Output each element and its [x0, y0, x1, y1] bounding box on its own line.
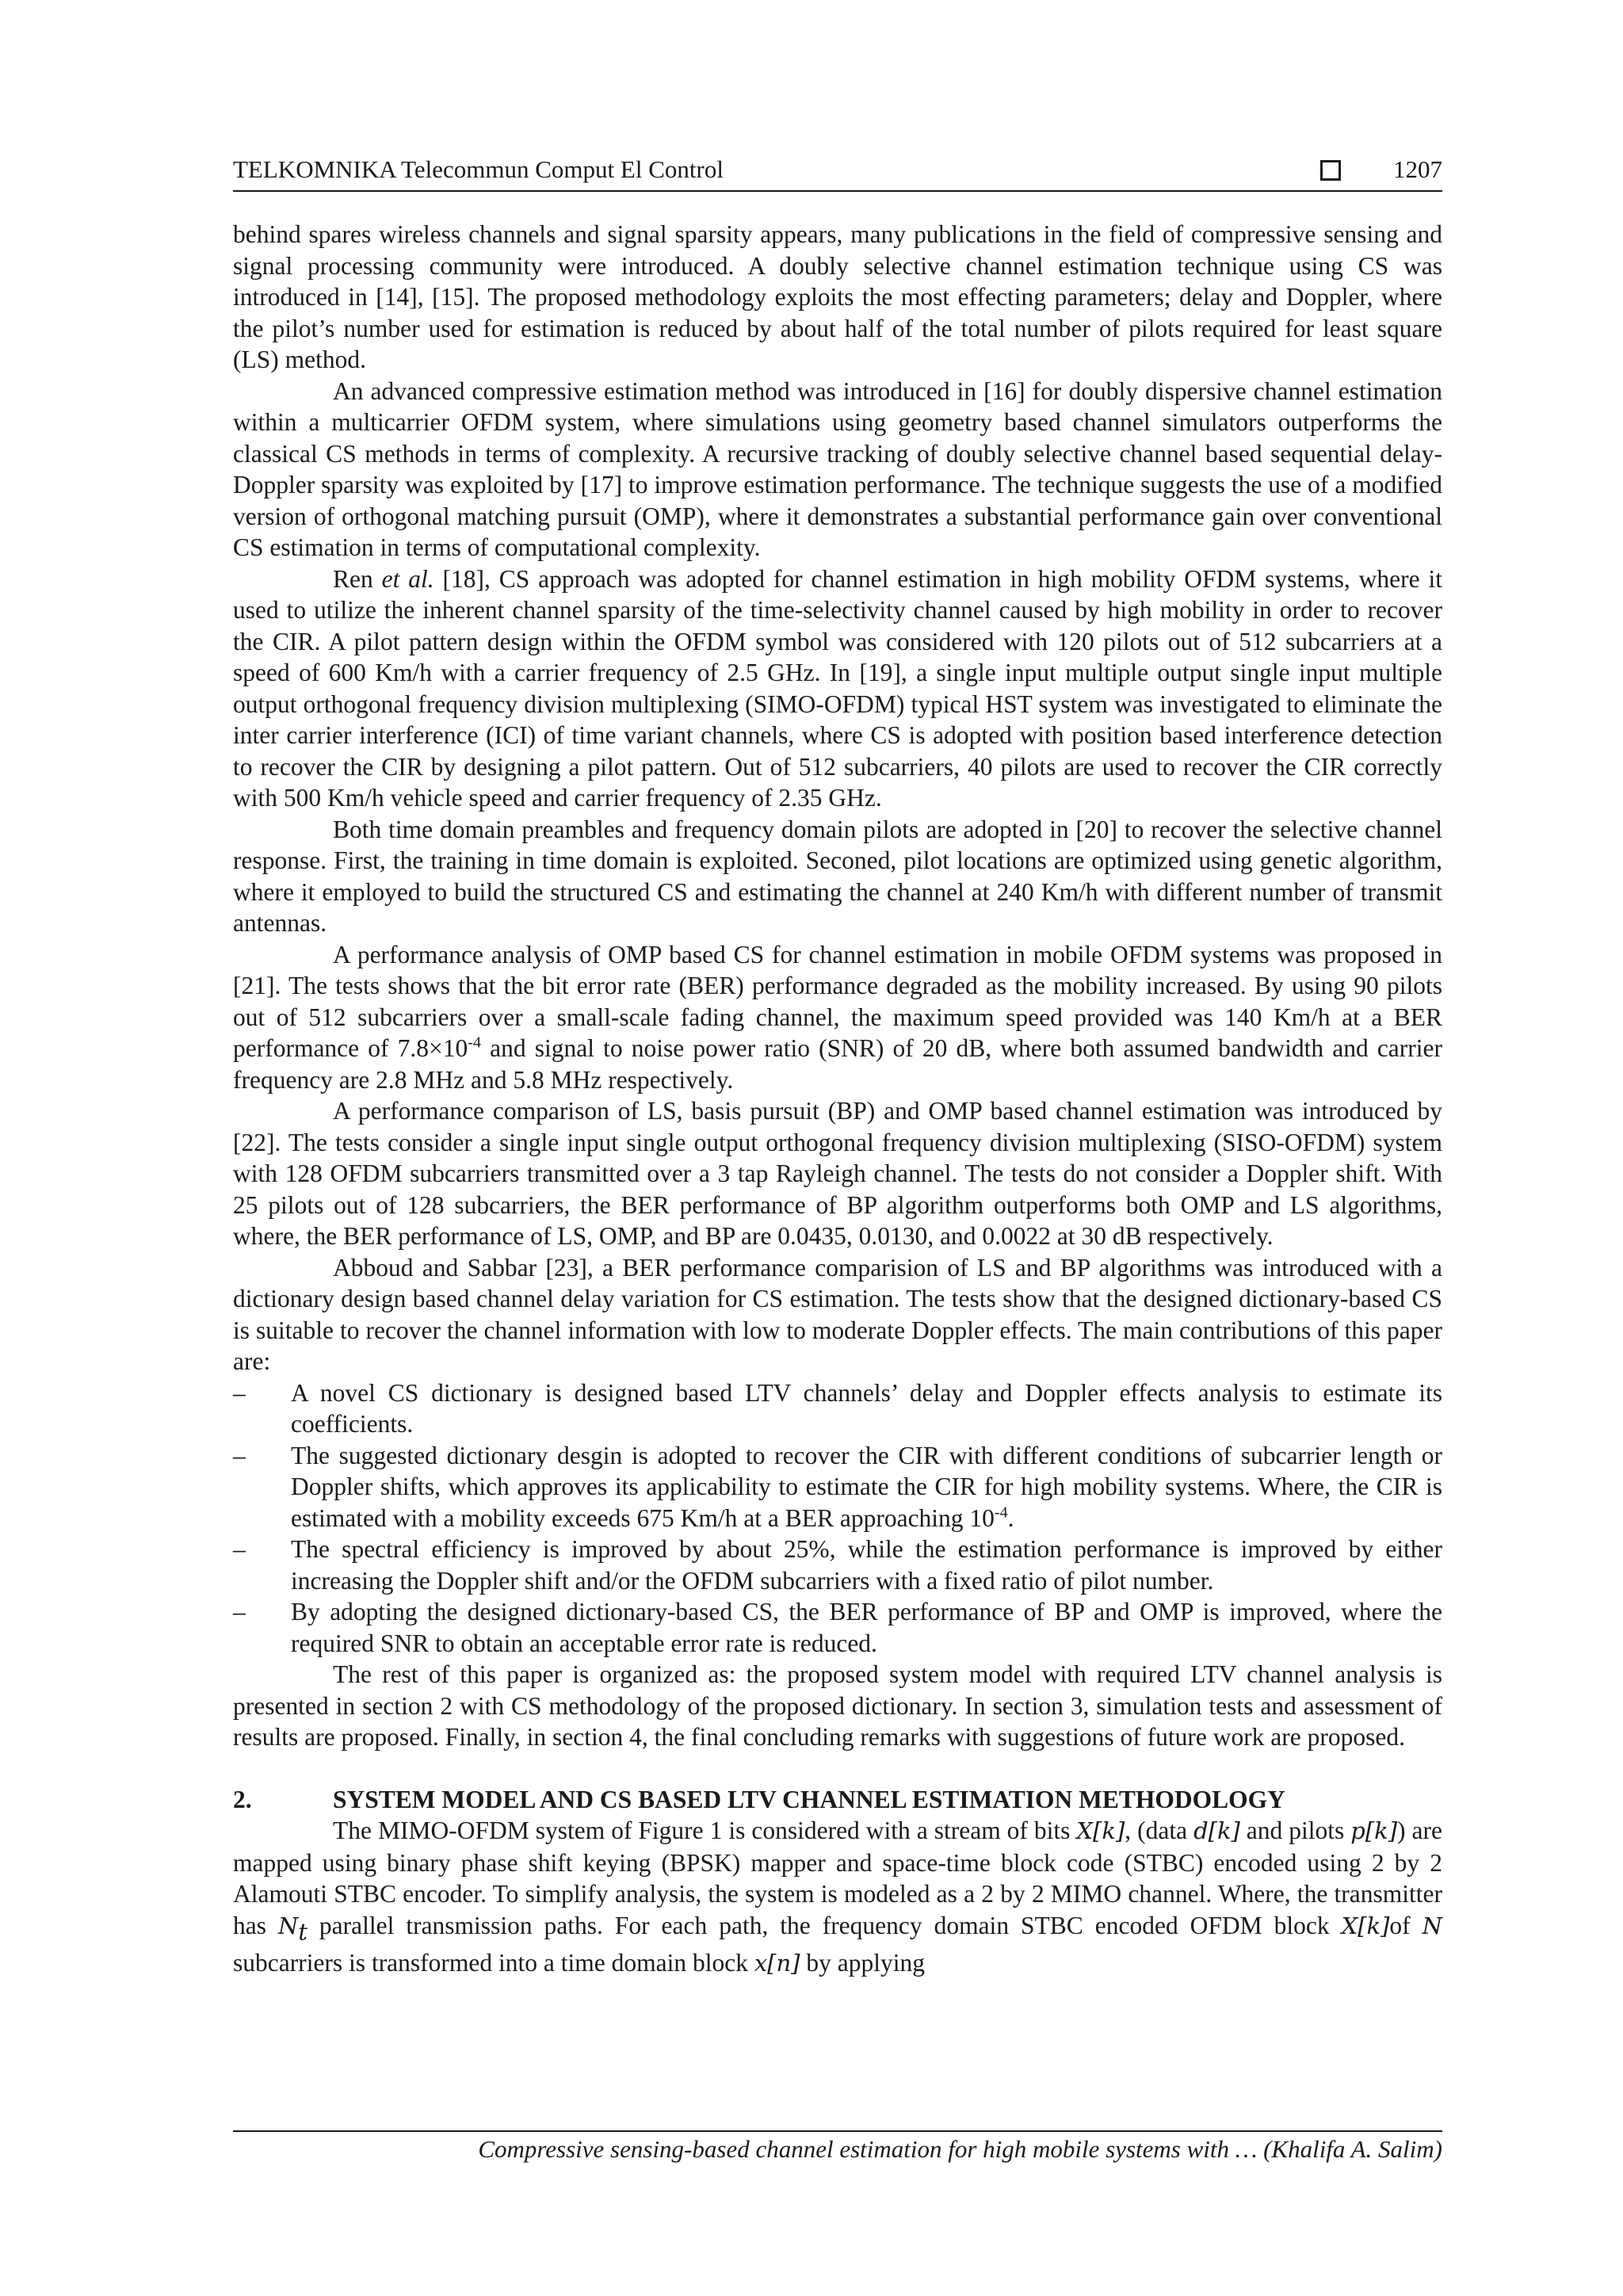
- dash-bullet: –: [233, 1535, 246, 1563]
- ren-author: Ren: [333, 564, 373, 593]
- mimo-text: by applying: [800, 1949, 925, 1977]
- dash-bullet: –: [233, 1378, 246, 1407]
- omp-exponent: -4: [468, 1033, 481, 1052]
- journal-name: TELKOMNIKA Telecommun Comput El Control: [233, 155, 724, 183]
- section-heading: [233, 1784, 1442, 1816]
- mimo-text: The MIMO-OFDM system of Figure 1 is considered with a stream of bits: [333, 1817, 1077, 1844]
- paragraph-comparison: A performance comparison of LS, basis pursuit (BP) and OMP based channel estimation was introduced by [22]. The tests consider a single input single output orthogonal frequency division multiplexing (SISO-OFDM) system with 128 OFDM subcarriers transmitted over a 3 tap Rayleigh channel. The tests do not consider a Doppler shift. With 25 pilots out of 128 subcarriers, the BER performance of BP algorithm outperforms both OMP and LS algorithms, where, the BER performance of LS, OMP, and BP are 0.0435, 0.0130, and 0.0022 at 30 dB respectively.: [233, 1097, 1442, 1250]
- math-symbol: N: [277, 1912, 299, 1939]
- running-footer: Compressive sensing-based channel estimation for high mobile systems with … (Khalifa A. Salim): [478, 2135, 1442, 2163]
- paragraph-mimo-system: [233, 1815, 1442, 1980]
- paragraph-advanced-estimation: An advanced compressive estimation method was introduced in [16] for doubly dispersive channel estimation within a multicarrier OFDM system, where simulations using geometry based channel simulators outperforms the classical CS methods in terms of complexity. A recursive tracking of doubly selective channel based sequential delay-Doppler sparsity was exploited by [17] to improve estimation performance. The technique suggests the use of a modified version of orthogonal matching pursuit (OMP), where it demonstrates a substantial performance gain over conventional CS estimation in terms of computational complexity.: [233, 376, 1442, 561]
- dash-bullet: –: [233, 1598, 246, 1626]
- square-box-icon: [1320, 160, 1341, 181]
- mimo-text: parallel transmission paths. For each path, the frequency domain STBC encoded OFDM block: [307, 1911, 1342, 1939]
- math-symbol: N: [1422, 1912, 1442, 1939]
- list-item: [233, 1440, 1442, 1534]
- ren-etal: et al.: [381, 564, 434, 593]
- math-symbol: p[k]: [1350, 1817, 1398, 1844]
- mimo-text: and pilots: [1239, 1817, 1351, 1844]
- list-item-text: The spectral efficiency is improved by about 25%, while the estimation performance is improved by either increasing the Doppler shift and/or the OFDM subcarriers with a fixed ratio of pilot number.: [291, 1535, 1442, 1595]
- running-header: [233, 155, 1442, 192]
- paragraph-ren: [233, 563, 1442, 814]
- math-symbol: X[k]: [1076, 1817, 1125, 1844]
- header-rule: [233, 190, 1442, 192]
- list-item-text-end: .: [1007, 1503, 1014, 1532]
- mimo-text: of: [1389, 1911, 1423, 1939]
- paragraph-organization: The rest of this paper is organized as: the proposed system model with required LTV channel analysis is presented in section 2 with CS methodology of the proposed dictionary. In section 3, simulation tests and assessment of results are proposed. Finally, in section 4, the final concluding remarks with suggestions of future work are proposed.: [233, 1660, 1442, 1751]
- contributions-list: [233, 1377, 1442, 1660]
- math-symbol: d[k]: [1193, 1817, 1240, 1844]
- mimo-text: ) are mapped using binary phase shift keying (BPSK) mapper and space-time block code (STBC) encoded using 2 by 2 Alamouti STBC encoder. To simplify analysis, the system is modeled as a 2 by 2 MIMO channel. Where, the transmitter has: [233, 1817, 1442, 1939]
- section-title: SYSTEM MODEL AND CS BASED LTV CHANNEL ESTIMATION METHODOLOGY: [333, 1785, 1285, 1813]
- list-item: [233, 1377, 1442, 1440]
- math-symbol: X[k]: [1341, 1912, 1390, 1939]
- list-item-text: A novel CS dictionary is designed based LTV channels’ delay and Doppler effects analysis to estimate its coefficients.: [291, 1378, 1442, 1438]
- page-number: 1207: [1393, 155, 1442, 183]
- math-symbol: x[n]: [754, 1950, 800, 1977]
- mimo-text: , (data: [1125, 1817, 1194, 1844]
- math-subscript: t: [298, 1917, 307, 1945]
- ren-text: [18], CS approach was adopted for channel estimation in high mobility OFDM systems, where it used to utilize the inherent channel sparsity of the time-selectivity channel caused by high mobility in order to recover the CIR. A pilot pattern design within the OFDM symbol was considered with 120 pilots out of 512 subcarriers at a speed of 600 Km/h with a carrier frequency of 2.5 GHz. In [19], a single input multiple output single input multiple output orthogonal frequency division multiplexing (SIMO-OFDM) typical HST system was investigated to eliminate the inter carrier interference (ICI) of time variant channels, where CS is adopted with position based interference detection to recover the CIR by designing a pilot pattern. Out of 512 subcarriers, 40 pilots are used to recover the CIR correctly with 500 Km/h vehicle speed and carrier frequency of 2.35 GHz.: [233, 564, 1442, 812]
- paragraph-abboud: Abboud and Sabbar [23], a BER performance comparision of LS and BP algorithms was introduced with a dictionary design based channel delay variation for CS estimation. The tests show that the designed dictionary-based CS is suitable to recover the channel information with low to moderate Doppler effects. The main contributions of this paper are:: [233, 1253, 1442, 1375]
- paragraph-time-domain: Both time domain preambles and frequency domain pilots are adopted in [20] to recover the selective channel response. First, the training in time domain is exploited. Seconed, pilot locations are optimized using genetic algorithm, where it employed to build the structured CS and estimating the channel at 240 Km/h with different number of transmit antennas.: [233, 815, 1442, 937]
- list-item: [233, 1596, 1442, 1659]
- dash-bullet: –: [233, 1441, 246, 1469]
- omp-text-before: A performance analysis of OMP based CS for channel estimation in mobile OFDM systems was proposed in [21]. The tests shows that the bit error rate (BER) performance degraded as the mobility increased. By using 90 pilots out of 512 subcarriers over a small-scale fading channel, the maximum speed provided was 140 Km/h at a BER performance of 7.8×10: [233, 940, 1442, 1062]
- paragraph-omp-analysis: [233, 939, 1442, 1096]
- list-item-exponent: -4: [994, 1503, 1008, 1521]
- list-item-text: The suggested dictionary desgin is adopted to recover the CIR with different conditions of subcarrier length or Doppler shifts, which approves its applicability to estimate the CIR for high mobility systems. Where, the CIR is estimated with a mobility exceeds 675 Km/h at a BER approaching 10: [291, 1441, 1442, 1532]
- footer-rule: [233, 2130, 1442, 2132]
- list-item-text: By adopting the designed dictionary-based CS, the BER performance of BP and OMP is improved, where the required SNR to obtain an acceptable error rate is reduced.: [291, 1598, 1442, 1657]
- omp-text-after: and signal to noise power ratio (SNR) of 20 dB, where both assumed bandwidth and carrier frequency are 2.8 MHz and 5.8 MHz respectively.: [233, 1034, 1442, 1094]
- mimo-text: subcarriers is transformed into a time domain block: [233, 1949, 754, 1977]
- article-body: [233, 219, 1442, 1980]
- list-item: [233, 1534, 1442, 1596]
- section-number: 2.: [233, 1785, 252, 1813]
- paragraph-continuation: behind spares wireless channels and signal sparsity appears, many publications in the field of compressive sensing and signal processing community were introduced. A doubly selective channel estimation technique using CS was introduced in [14], [15]. The proposed methodology exploits the most effecting parameters; delay and Doppler, where the pilot’s number used for estimation is reduced by about half of the total number of pilots required for least square (LS) method.: [233, 220, 1442, 373]
